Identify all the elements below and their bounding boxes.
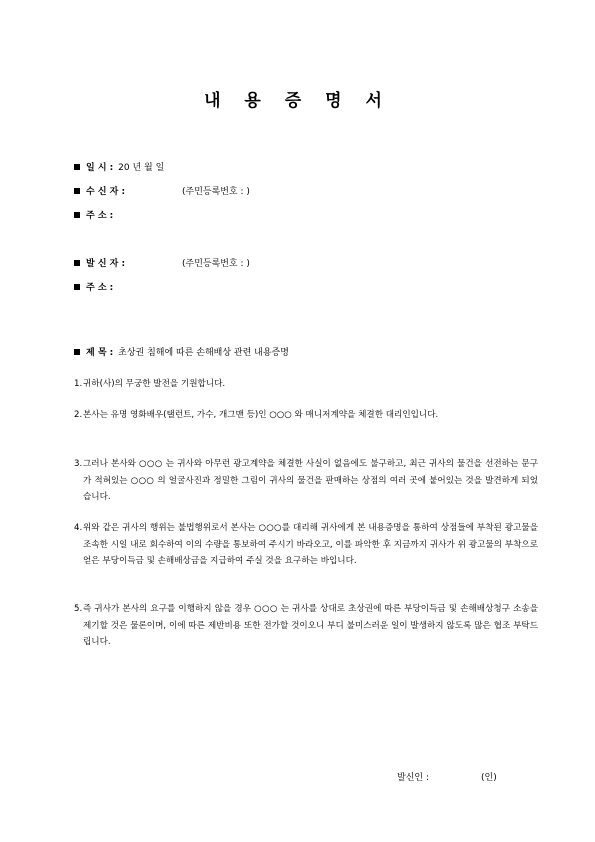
square-bullet-icon xyxy=(74,349,80,355)
paragraph-text: 위와 같은 귀사의 행위는 불법행위로서 본사는 ○○○를 대리해 귀사에게 본 내용증명을 통하여 상점들에 부착된 광고물을 조속한 시일 내로 회수하여 이의 수량을 통보하여 주시기 바라오고, 이를 파악한 후 지금까지 귀사가 위 광고물의 부착으로 얻은 부당이득금 및 손해배상금을 지급하여 주실 것을 요구하는 바입니다. xyxy=(83,523,538,566)
paragraph-text: 귀하(사)의 무궁한 발전을 기원합니다. xyxy=(83,379,226,389)
recipient-address-field xyxy=(74,210,113,222)
paragraph-2 xyxy=(74,407,538,424)
square-bullet-icon xyxy=(74,284,80,290)
paragraph-5 xyxy=(74,601,538,651)
recipient-address-label: 주 소 : xyxy=(86,211,114,221)
paragraph-4 xyxy=(74,520,538,570)
paragraph-text: 본사는 유명 영화배우(탤런트, 가수, 개그맨 등)인 ○○○ 와 매니저계약을 체결한 대리인입니다. xyxy=(83,410,439,420)
sender-id-note: (주민등록번호 : ) xyxy=(182,259,250,269)
date-value: 20 년 월 일 xyxy=(118,163,165,173)
subject-label: 제 목 : xyxy=(86,348,114,358)
paragraph-1 xyxy=(74,376,538,393)
document-title: 내 용 증 명 서 xyxy=(204,91,391,111)
recipient-id-note: (주민등록번호 : ) xyxy=(182,187,250,197)
sender-address-field xyxy=(74,282,113,294)
square-bullet-icon xyxy=(74,164,80,170)
paragraph-text: 그러나 본사와 ○○○ 는 귀사와 아무런 광고계약을 체결한 사실이 없음에도 불구하고, 최근 귀사의 물건을 선전하는 문구가 적혀있는 ○○○ 의 얼굴사진과 정밀한 그림이 귀사의 물건을 판매하는 상점의 여러 곳에 붙어있는 것을 발견하게 되었습니다. xyxy=(83,459,538,502)
signature-seal: (인) xyxy=(481,773,497,783)
square-bullet-icon xyxy=(74,188,80,194)
paragraph-number: 1. xyxy=(74,379,83,389)
sender-label: 발 신 자 : xyxy=(86,259,126,269)
paragraph-number: 2. xyxy=(74,410,83,420)
paragraph-number: 3. xyxy=(74,459,83,469)
date-field xyxy=(74,162,164,174)
paragraph-text: 즉 귀사가 본사의 요구를 이행하지 않을 경우 ○○○ 는 귀사를 상대로 초상권에 따른 부당이득금 및 손해배상청구 소송을 제기할 것은 물론이며, 이에 따른 제반비용 또한 전가할 것이오니 부디 불미스러운 일이 발생하지 않도록 많은 협조 부탁드립니다. xyxy=(83,604,538,647)
recipient-field xyxy=(74,186,125,198)
subject-value: 초상권 침해에 따른 손해배상 관련 내용증명 xyxy=(118,348,289,358)
recipient-label: 수 신 자 : xyxy=(86,187,126,197)
sender-address-label: 주 소 : xyxy=(86,283,114,293)
subject-field xyxy=(74,347,289,359)
square-bullet-icon xyxy=(74,260,80,266)
paragraph-number: 5. xyxy=(74,604,83,614)
paragraph-3 xyxy=(74,456,538,506)
paragraph-number: 4. xyxy=(74,523,83,533)
square-bullet-icon xyxy=(74,212,80,218)
sender-field xyxy=(74,258,125,270)
date-label: 일 시 : xyxy=(86,163,114,173)
signature-label: 발신인 : xyxy=(397,773,429,783)
